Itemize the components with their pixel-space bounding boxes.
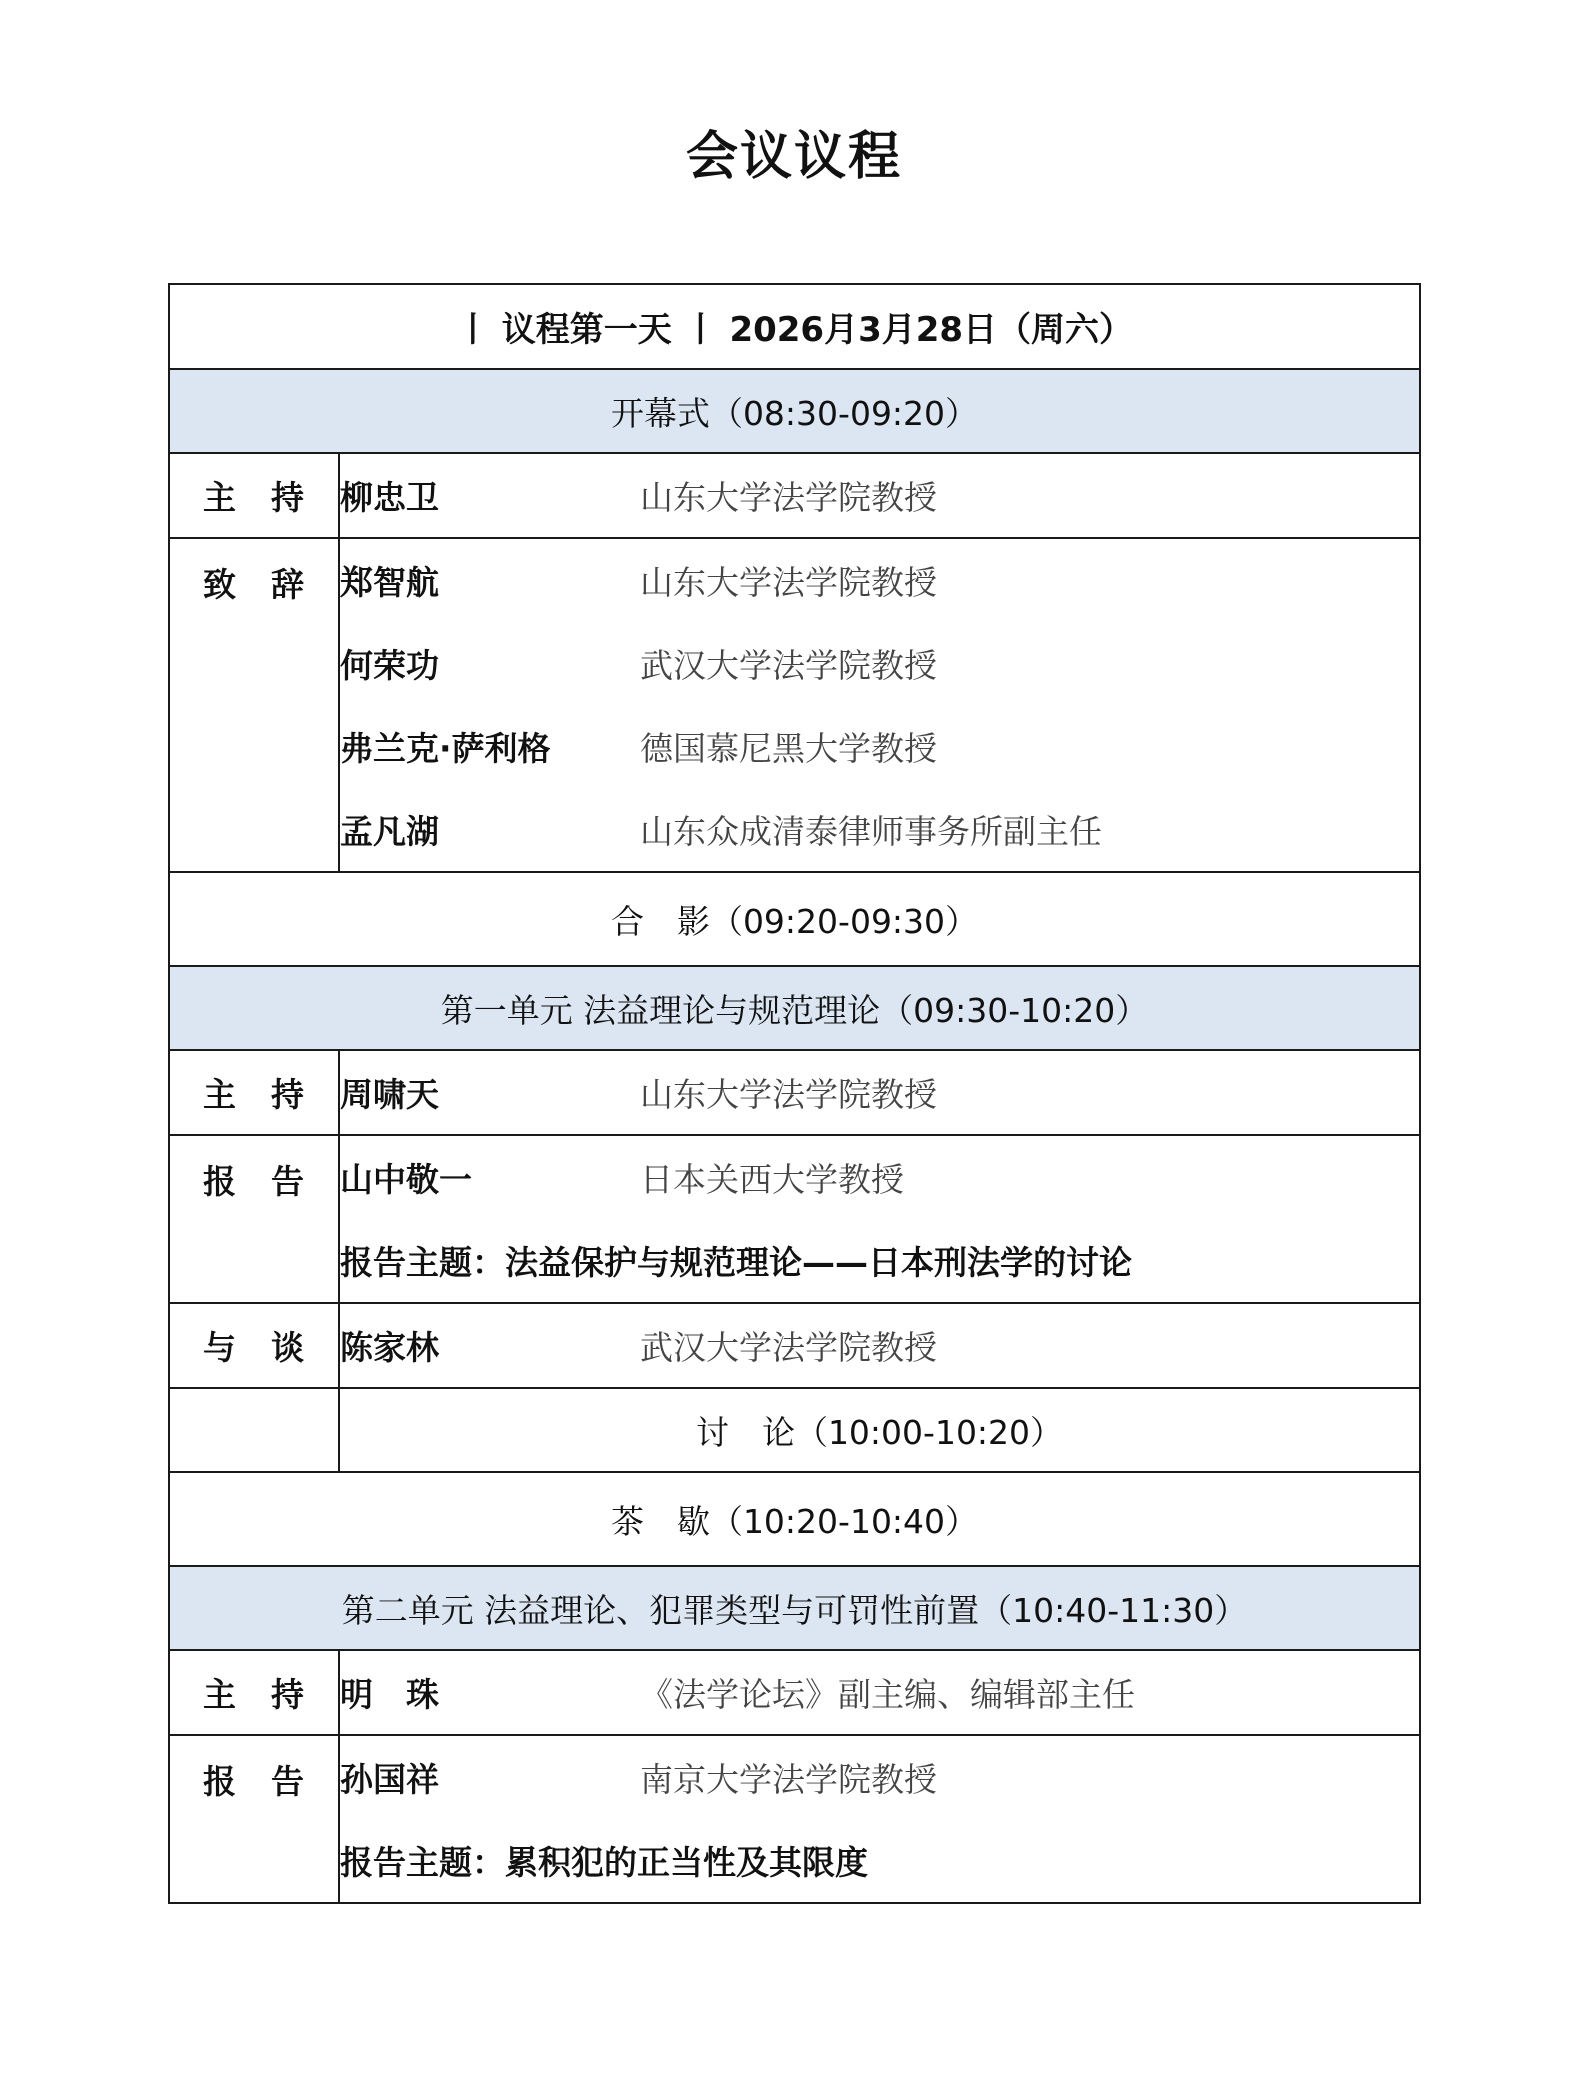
person-name: 弗兰克·萨利格 [340,729,551,768]
person-name: 孙国祥 [340,1760,439,1799]
page-title: 会议议程 [685,127,902,187]
empty-role-cell [169,1388,339,1472]
unit2-host-cell [339,1650,1420,1735]
person-affiliation: 山东大学法学院教授 [640,478,937,517]
opening-section-title: 开幕式（08:30-09:20） [169,369,1420,453]
unit1-discussion-row [169,1388,1420,1472]
person-name: 柳忠卫 [340,478,439,517]
person-affiliation: 武汉大学法学院教授 [640,646,937,685]
report-topic: 报告主题：法益保护与规范理论——日本刑法学的讨论 [340,1243,1132,1282]
opening-host-row [169,453,1420,538]
person-affiliation: 德国慕尼黑大学教授 [640,729,937,768]
unit2-report-cell [339,1735,1420,1903]
unit1-discussant-row [169,1303,1420,1388]
person-entry [340,622,1419,705]
photo-row [169,872,1420,966]
unit2-report-row [169,1735,1420,1903]
unit1-host-row [169,1050,1420,1135]
unit2-host-row [169,1650,1420,1735]
agenda-table [168,283,1421,1904]
person-name: 何荣功 [340,646,439,685]
opening-host-cell [339,453,1420,538]
tea-break: 茶 歇（10:20-10:40） [169,1472,1420,1566]
opening-speeches-cell [339,538,1420,872]
report-topic: 报告主题：累积犯的正当性及其限度 [340,1843,868,1882]
opening-host-role: 主 持 [169,453,339,538]
unit1-discussant-cell [339,1303,1420,1388]
day-header: 丨 议程第一天 丨 2026月3月28日（周六） [169,284,1420,369]
unit1-host-cell [339,1050,1420,1135]
person-name: 陈家林 [340,1328,439,1367]
person-entry [340,1736,1419,1819]
person-affiliation: 南京大学法学院教授 [640,1760,937,1799]
unit1-discussant-role: 与 谈 [169,1303,339,1388]
unit1-section-row [169,966,1420,1050]
unit1-discussion: 讨 论（10:00-10:20） [339,1388,1420,1472]
opening-speeches-row [169,538,1420,872]
person-entry [340,1051,1419,1134]
photo-session: 合 影（09:20-09:30） [169,872,1420,966]
person-name: 周啸天 [340,1075,439,1114]
unit2-report-role: 报 告 [169,1735,339,1903]
person-name: 郑智航 [340,563,439,602]
person-affiliation: 日本关西大学教授 [640,1160,904,1199]
report-topic-entry [340,1219,1419,1302]
person-entry [340,788,1419,871]
day-header-row [169,284,1420,369]
person-name: 明 珠 [340,1675,439,1714]
person-affiliation: 山东众成清泰律师事务所副主任 [640,812,1102,851]
opening-speeches-role: 致 辞 [169,538,339,872]
unit1-section-title: 第一单元 法益理论与规范理论（09:30-10:20） [169,966,1420,1050]
person-entry [340,454,1419,537]
unit1-host-role: 主 持 [169,1050,339,1135]
person-entry [340,1136,1419,1219]
person-affiliation: 山东大学法学院教授 [640,1075,937,1114]
person-affiliation: 山东大学法学院教授 [640,563,937,602]
person-entry [340,539,1419,622]
unit2-section-title: 第二单元 法益理论、犯罪类型与可罚性前置（10:40-11:30） [169,1566,1420,1650]
opening-section-row [169,369,1420,453]
tea-break-row [169,1472,1420,1566]
person-affiliation: 武汉大学法学院教授 [640,1328,937,1367]
person-entry [340,705,1419,788]
unit1-report-cell [339,1135,1420,1303]
person-entry [340,1304,1419,1387]
unit1-report-role: 报 告 [169,1135,339,1303]
person-affiliation: 《法学论坛》副主编、编辑部主任 [640,1675,1135,1714]
unit2-host-role: 主 持 [169,1650,339,1735]
person-name: 孟凡湖 [340,812,439,851]
unit1-report-row [169,1135,1420,1303]
unit2-section-row [169,1566,1420,1650]
person-name: 山中敬一 [340,1160,472,1199]
person-entry [340,1651,1419,1734]
report-topic-entry [340,1819,1419,1902]
